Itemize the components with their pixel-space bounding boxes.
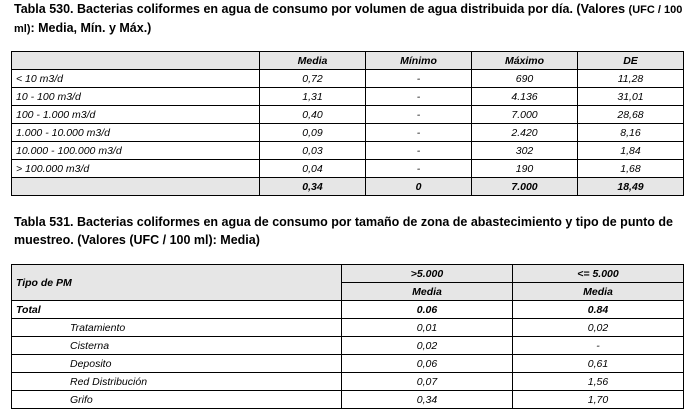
table-row — [12, 337, 684, 355]
cell-minimo: - — [366, 124, 472, 142]
table-531 — [11, 264, 684, 409]
row-label: 1.000 - 10.000 m3/d — [12, 124, 260, 142]
table-row — [12, 319, 684, 337]
cell-gt-5000: 0,01 — [342, 319, 513, 337]
total-label: Total — [12, 301, 342, 319]
cell-maximo: 7.000 — [472, 106, 578, 124]
cell-de: 8,16 — [578, 124, 684, 142]
total-de: 18,49 — [578, 178, 684, 196]
table-row — [12, 355, 684, 373]
cell-media: 0,72 — [260, 70, 366, 88]
header-media: Media — [260, 52, 366, 70]
cell-le-5000: 0,61 — [513, 355, 684, 373]
header-de: DE — [578, 52, 684, 70]
header-le-5000: <= 5.000 — [513, 265, 684, 283]
cell-maximo: 302 — [472, 142, 578, 160]
caption-tail: : Media, Mín. y Máx.) — [30, 21, 152, 35]
row-label: > 100.000 m3/d — [12, 160, 260, 178]
total-gt-5000: 0.06 — [342, 301, 513, 319]
table-header-row — [12, 52, 684, 70]
table-header-row — [12, 265, 684, 283]
cell-minimo: - — [366, 88, 472, 106]
table-row — [12, 70, 684, 88]
table-row — [12, 142, 684, 160]
total-label — [12, 178, 260, 196]
cell-media: 0,09 — [260, 124, 366, 142]
cell-de: 1,68 — [578, 160, 684, 178]
caption-main: Tabla 530. Bacterias coliformes en agua de consumo por volumen de agua distribuida por día. (Valores — [14, 2, 629, 16]
cell-media: 0,40 — [260, 106, 366, 124]
cell-media: 0,04 — [260, 160, 366, 178]
header-minimo: Mínimo — [366, 52, 472, 70]
cell-gt-5000: 0,07 — [342, 373, 513, 391]
cell-media: 0,03 — [260, 142, 366, 160]
total-maximo: 7.000 — [472, 178, 578, 196]
cell-gt-5000: 0,34 — [342, 391, 513, 409]
caption-unit: (UFC / 100 ml) — [14, 4, 683, 35]
table-531-caption: Tabla 531. Bacterias coliformes en agua de consumo por tamaño de zona de abastecimiento y tipo de punto de muestreo. (Valores (UFC / 100 ml): Media) — [14, 215, 673, 247]
cell-minimo: - — [366, 70, 472, 88]
row-label: 10.000 - 100.000 m3/d — [12, 142, 260, 160]
cell-minimo: - — [366, 142, 472, 160]
total-minimo: 0 — [366, 178, 472, 196]
row-label: Deposito — [12, 355, 342, 373]
table-row — [12, 106, 684, 124]
cell-le-5000: 1,70 — [513, 391, 684, 409]
total-media: 0,34 — [260, 178, 366, 196]
table-row — [12, 88, 684, 106]
header-maximo: Máximo — [472, 52, 578, 70]
cell-minimo: - — [366, 160, 472, 178]
table-row — [12, 373, 684, 391]
header-cell — [12, 52, 260, 70]
cell-maximo: 2.420 — [472, 124, 578, 142]
header-gt-5000: >5.000 — [342, 265, 513, 283]
cell-maximo: 190 — [472, 160, 578, 178]
cell-gt-5000: 0,02 — [342, 337, 513, 355]
row-label: Red Distribución — [12, 373, 342, 391]
cell-le-5000: 0,02 — [513, 319, 684, 337]
row-label: Tratamiento — [12, 319, 342, 337]
cell-le-5000: - — [513, 337, 684, 355]
table-row — [12, 124, 684, 142]
row-label: Cisterna — [12, 337, 342, 355]
total-le-5000: 0.84 — [513, 301, 684, 319]
cell-de: 1,84 — [578, 142, 684, 160]
row-label: < 10 m3/d — [12, 70, 260, 88]
total-row — [12, 301, 684, 319]
cell-maximo: 4.136 — [472, 88, 578, 106]
table-row — [12, 160, 684, 178]
header-tipo-pm: Tipo de PM — [12, 265, 342, 301]
table-530 — [11, 51, 684, 196]
cell-media: 1,31 — [260, 88, 366, 106]
subheader-media: Media — [342, 283, 513, 301]
cell-le-5000: 1,56 — [513, 373, 684, 391]
cell-maximo: 690 — [472, 70, 578, 88]
row-label: 10 - 100 m3/d — [12, 88, 260, 106]
cell-minimo: - — [366, 106, 472, 124]
cell-de: 28,68 — [578, 106, 684, 124]
subheader-media: Media — [513, 283, 684, 301]
cell-de: 31,01 — [578, 88, 684, 106]
cell-gt-5000: 0,06 — [342, 355, 513, 373]
cell-de: 11,28 — [578, 70, 684, 88]
row-label: Grifo — [12, 391, 342, 409]
total-row — [12, 178, 684, 196]
table-530-caption — [14, 0, 684, 38]
row-label: 100 - 1.000 m3/d — [12, 106, 260, 124]
table-row — [12, 391, 684, 409]
